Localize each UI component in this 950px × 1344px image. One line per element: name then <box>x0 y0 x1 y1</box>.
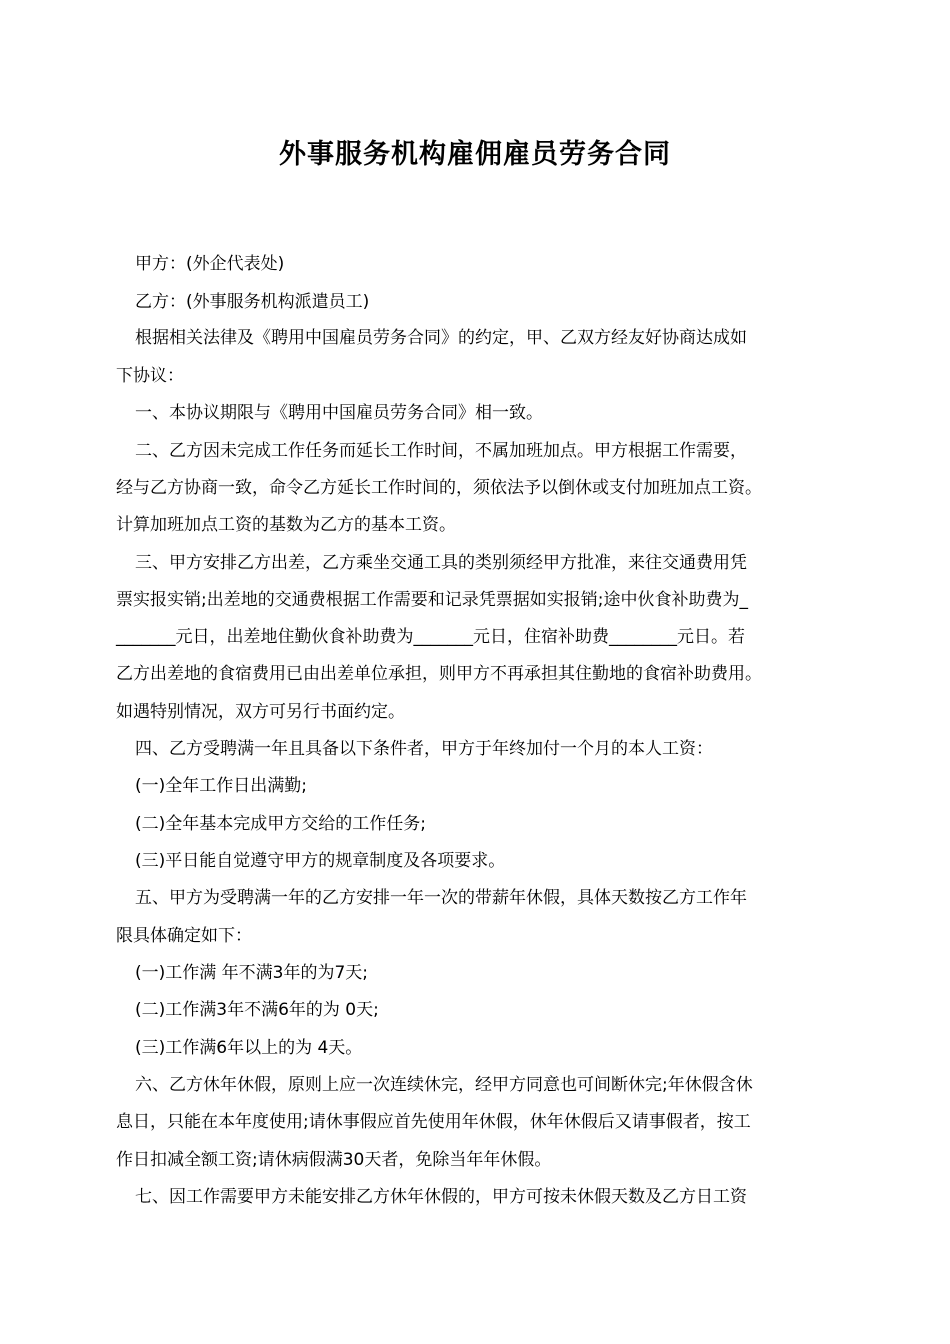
clause-5-line: 限具体确定如下： <box>116 926 252 946</box>
clause-5-line: 五、甲方为受聘满一年的乙方安排一年一次的带薪年休假，具体天数按乙方工作年 <box>135 888 747 908</box>
document-title: 外事服务机构雇佣雇员劳务合同 <box>279 139 671 170</box>
clause-6-line: 六、乙方休年休假，原则上应一次连续休完，经甲方同意也可间断休完;年休假含休 <box>135 1075 753 1095</box>
clause-3-line: 乙方出差地的食宿费用已由出差单位承担，则甲方不再承担其住勤地的食宿补助费用。 <box>116 664 762 684</box>
clause-4-item: (一)全年工作日出满勤; <box>135 776 307 796</box>
clause-2-line: 计算加班加点工资的基数为乙方的基本工资。 <box>116 515 456 535</box>
clause-4-item: (二)全年基本完成甲方交给的工作任务; <box>135 814 426 834</box>
clause-6-line: 作日扣减全额工资;请休病假满30天者，免除当年年休假。 <box>116 1150 552 1170</box>
party-b-line: 乙方：(外事服务机构派遣员工) <box>135 292 370 312</box>
clause-3-line: 票实报实销;出差地的交通费根据工作需要和记录凭票据如实报销;途中伙食补助费为_ <box>116 590 748 610</box>
paragraph-line: 根据相关法律及《聘用中国雇员劳务合同》的约定，甲、乙双方经友好协商达成如 <box>135 328 747 348</box>
clause-3-line: 三、甲方安排乙方出差，乙方乘坐交通工具的类别须经甲方批准，来往交通费用凭 <box>135 553 747 573</box>
clause-5-item: (三)工作满6年以上的为 4天。 <box>135 1038 363 1058</box>
clause-2-line: 经与乙方协商一致，命令乙方延长工作时间的，须依法予以倒休或支付加班加点工资。 <box>116 478 762 498</box>
party-a-line: 甲方：(外企代表处) <box>135 254 285 274</box>
clause-5-item: (二)工作满3年不满6年的为 0天; <box>135 1000 379 1020</box>
clause-5-item: (一)工作满 年不满3年的为7天; <box>135 963 369 983</box>
clause-1-line: 一、本协议期限与《聘用中国雇员劳务合同》相一致。 <box>135 403 543 423</box>
clause-6-line: 息日，只能在本年度使用;请休事假应首先使用年休假，休年休假后又请事假者，按工 <box>116 1112 751 1132</box>
clause-3-line: 如遇特别情况，双方可另行书面约定。 <box>116 702 405 722</box>
clause-2-line: 二、乙方因未完成工作任务而延长工作时间，不属加班加点。甲方根据工作需要， <box>135 441 747 461</box>
clause-4-item: (三)平日能自觉遵守甲方的规章制度及各项要求。 <box>135 851 506 871</box>
clause-4-line: 四、乙方受聘满一年且具备以下条件者，甲方于年终加付一个月的本人工资： <box>135 739 713 759</box>
clause-3-line: _______元日，出差地住勤伙食补助费为_______元日，住宿补助费________元日。若 <box>116 627 745 647</box>
paragraph-line: 下协议： <box>116 366 184 386</box>
clause-7-line: 七、因工作需要甲方未能安排乙方休年休假的，甲方可按未休假天数及乙方日工资 <box>135 1187 747 1207</box>
